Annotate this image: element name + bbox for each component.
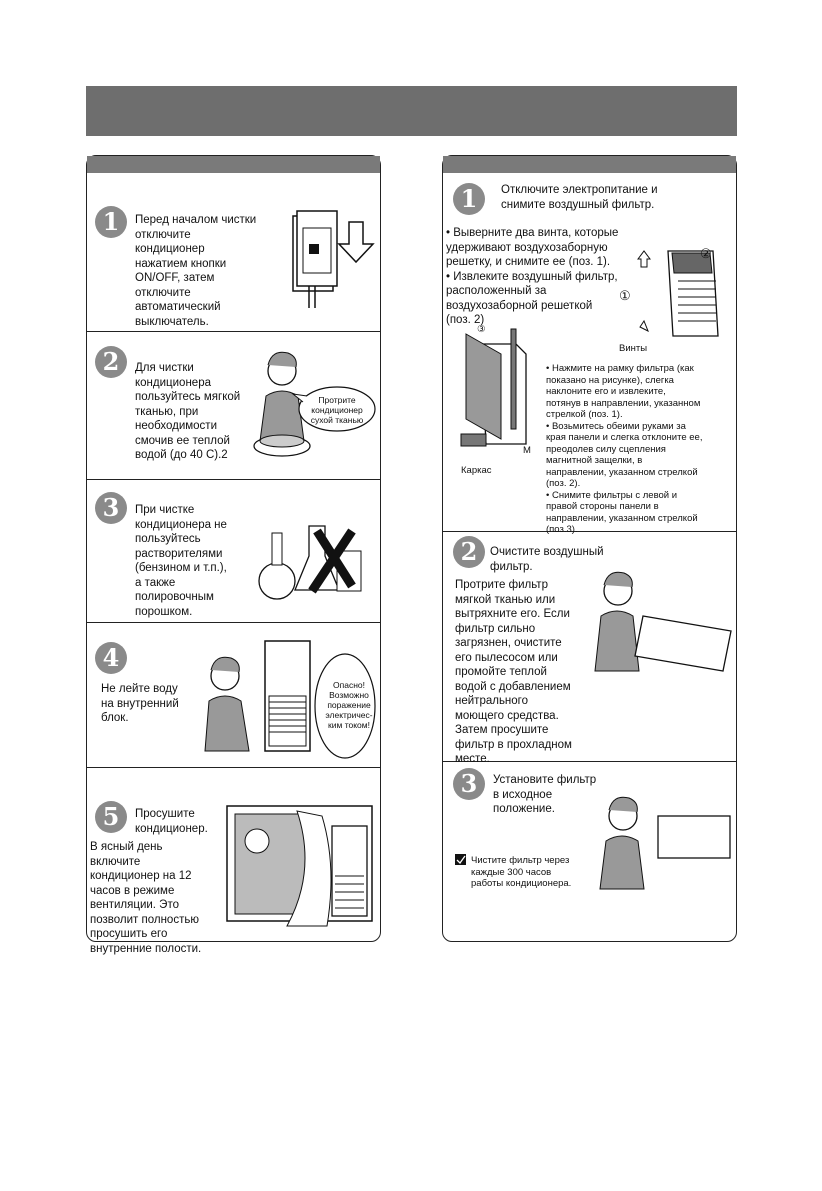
step-badge: 2 — [453, 536, 485, 568]
bubble-text: Протрите кондиционер сухой тканью — [310, 395, 364, 425]
divider — [87, 622, 380, 623]
step5-text: В ясный день включите кондиционер на 12 часов в режиме вентиляции. Это позволит полностью просушить его внутренние полости. — [90, 841, 202, 955]
grille-removal-icon — [628, 241, 733, 341]
left-panel — [86, 155, 381, 955]
step-badge: 1 — [453, 183, 485, 215]
step2-title: Очистите воздушный фильтр. — [490, 546, 604, 573]
m-label: M — [523, 445, 531, 456]
switch-icon — [287, 208, 377, 313]
filter-removal-icon — [451, 324, 556, 454]
woman-install-icon — [598, 796, 733, 891]
step2-text: Для чистки кондиционера пользуйтесь мягкой тканью, при необходимости смочив ее теплой водой (до 40 С).2 — [135, 362, 241, 461]
screws-label: Винты — [619, 343, 648, 354]
step1-text-a: • Выверните два винта, которые удерживают воздухозаборную решетку, и снимите ее (поз. 1). • Извлеките воздушный фильтр, расположенный за воздухозаборной решеткой (поз. 2) — [446, 227, 619, 326]
divider — [87, 767, 380, 768]
window-sun-unit-icon — [227, 796, 377, 926]
right-panel-header — [443, 156, 736, 173]
step-badge: 1 — [95, 206, 127, 238]
pos1-label: ① — [619, 288, 631, 303]
step-badge: 5 — [95, 801, 127, 833]
step3-note: Чистите фильтр через каждые 300 часов работы кондиционера. — [471, 855, 572, 889]
step3-text: При чистке кондиционера не пользуйтесь растворителями (бензином и т.п.), а также полировочным порошком. — [135, 504, 227, 618]
divider — [87, 331, 380, 332]
step1-text-b: • Нажмите на рамку фильтра (как показано на рисунке), слегка наклоните его и извлеките, потянув в направлении, указанном стрелкой (поз. 1). • Возьмитесь обеими руками за края панели и слегка отклоните ее, преодолев силу сцепления магнитной защелки, в направлении, указанном стрелкой (поз. 2). • Снимите фильтры с левой и правой стороны панели в направлении, указанном стрелкой (поз.3). — [546, 363, 703, 535]
step-badge: 4 — [95, 642, 127, 674]
step2-text: Протрите фильтр мягкой тканью или вытряхните его. Если фильтр сильно загрязнен, очистите его пылесосом или промойте теплой водой с добавлением нейтрального моющего средства. Затем просушите фильтр в прохладном месте. — [455, 579, 572, 765]
step-badge: 3 — [453, 768, 485, 800]
right-panel — [442, 155, 737, 942]
solvents-crossed-icon — [257, 521, 372, 601]
woman-filter-icon — [593, 571, 733, 681]
divider — [87, 479, 380, 480]
frame-label: Каркас — [461, 465, 492, 476]
pos3-label: ③ — [477, 324, 486, 335]
left-panel-header — [87, 156, 380, 173]
step5-title: Просушите кондиционер. — [135, 808, 208, 835]
note-checkbox-icon — [455, 854, 467, 866]
bubble-text: Опасно! Возможно поражение электричес- ким током! — [325, 680, 373, 730]
header-bar — [86, 86, 737, 136]
step-badge: 2 — [95, 346, 127, 378]
pos2-label: ② — [700, 246, 712, 261]
step-badge: 3 — [95, 492, 127, 524]
step1-title: Отключите электропитание и снимите воздушный фильтр. — [501, 184, 658, 211]
step3-title: Установите фильтр в исходное положение. — [493, 774, 597, 815]
step4-text: Не лейте воду на внутренний блок. — [101, 683, 179, 724]
step1-text: Перед началом чистки отключите кондиционер нажатием кнопки ON/OFF, затем отключите автоматический выключатель. — [135, 214, 257, 328]
